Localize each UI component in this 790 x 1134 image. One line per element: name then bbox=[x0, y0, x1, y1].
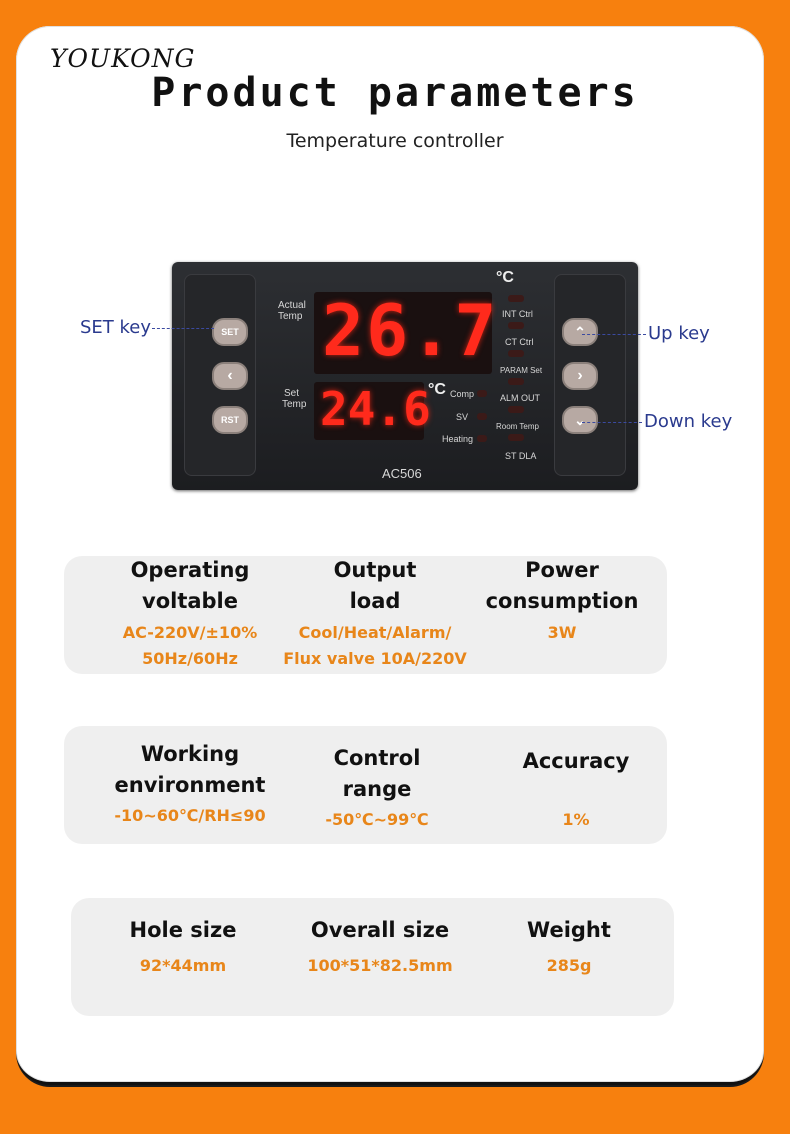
spec-cell-hole-size bbox=[103, 915, 263, 979]
unit-top: °C bbox=[496, 269, 514, 286]
led-heating bbox=[477, 435, 487, 442]
spec-head-line: Overall size bbox=[310, 918, 450, 942]
model-label: AC506 bbox=[382, 466, 422, 481]
brand-logo: YOUKONG bbox=[50, 44, 196, 73]
spec-value-line: 1% bbox=[562, 810, 590, 829]
spec-cell-overall-size bbox=[275, 915, 485, 979]
spec-value-line: 285g bbox=[546, 956, 592, 975]
set-temp-label-line1: Set bbox=[284, 388, 300, 399]
sv-display bbox=[314, 382, 431, 440]
spec-head-line: range bbox=[342, 777, 412, 801]
spec-cell-weight bbox=[489, 915, 649, 979]
down-key-leader-line bbox=[582, 422, 642, 423]
led-int-ctrl bbox=[508, 295, 524, 302]
spec-head-line: Accuracy bbox=[522, 749, 630, 773]
spec-cell-operating-voltage bbox=[110, 555, 270, 672]
spec-cell-accuracy bbox=[496, 746, 656, 833]
spec-cell-output-load bbox=[280, 555, 470, 672]
left-key[interactable]: ‹ bbox=[212, 362, 248, 390]
spec-value-line: 100*51*82.5mm bbox=[307, 956, 453, 975]
indicator-room-temp: Room Temp bbox=[496, 422, 539, 431]
spec-cell-power-consumption bbox=[480, 555, 644, 646]
actual-temp-label-line2: Temp bbox=[278, 311, 303, 322]
led-param-set bbox=[508, 350, 524, 357]
indicator-sv: SV bbox=[456, 412, 469, 422]
set-key-leader-line bbox=[152, 328, 214, 329]
spec-head-line: Power bbox=[525, 558, 599, 582]
down-key-callout: Down key bbox=[644, 411, 733, 432]
page-subtitle: Temperature controller bbox=[286, 130, 504, 152]
spec-head-line: Operating bbox=[130, 558, 250, 582]
spec-panel-dimensions bbox=[71, 898, 674, 1016]
spec-panel-environment bbox=[64, 726, 667, 844]
indicator-comp: Comp bbox=[450, 389, 475, 399]
indicator-st-dla: ST DLA bbox=[505, 451, 537, 461]
indicator-alm-out: ALM OUT bbox=[500, 393, 541, 403]
spec-value-line: Flux valve 10A/220V bbox=[283, 649, 467, 668]
spec-value-line: -10~60℃/RH≤90 bbox=[114, 806, 266, 825]
spec-head-line: Weight bbox=[527, 918, 611, 942]
led-alm-out bbox=[508, 378, 524, 385]
spec-value-line: Cool/Heat/Alarm/ bbox=[298, 623, 452, 642]
sv-value: 24.6 bbox=[320, 382, 431, 436]
led-ct-ctrl bbox=[508, 322, 524, 329]
spec-panel-electrical bbox=[64, 556, 667, 674]
set-key[interactable]: SET bbox=[212, 318, 248, 346]
down-key[interactable]: ⌄ bbox=[562, 406, 598, 434]
indicator-heating: Heating bbox=[442, 434, 474, 444]
pv-display bbox=[314, 290, 499, 374]
spec-head-line: load bbox=[349, 589, 401, 613]
spec-value-line: 3W bbox=[547, 623, 577, 642]
indicator-int-ctrl: INT Ctrl bbox=[502, 309, 533, 319]
spec-head-line: environment bbox=[114, 773, 266, 797]
spec-value-line: 50Hz/60Hz bbox=[142, 649, 238, 668]
temperature-controller-device bbox=[172, 262, 638, 490]
pv-value: 26.7 bbox=[322, 290, 499, 372]
spec-value-line: -50℃~99℃ bbox=[325, 810, 429, 829]
set-key-callout: SET key bbox=[80, 317, 152, 338]
spec-head-line: voltable bbox=[142, 589, 238, 613]
led-sv bbox=[477, 413, 487, 420]
spec-head-line: Output bbox=[333, 558, 417, 582]
spec-value-line: 92*44mm bbox=[139, 956, 227, 975]
indicator-param-set: PARAM Set bbox=[500, 366, 543, 375]
set-temp-label-line2: Temp bbox=[282, 399, 307, 410]
actual-temp-label-line1: Actual bbox=[278, 300, 306, 311]
unit-mid: °C bbox=[428, 381, 446, 398]
spec-head-line: Control bbox=[333, 746, 421, 770]
right-key[interactable]: › bbox=[562, 362, 598, 390]
rst-key[interactable]: RST bbox=[212, 406, 248, 434]
up-key-callout: Up key bbox=[648, 323, 710, 344]
spec-cell-control-range bbox=[292, 743, 462, 833]
led-comp bbox=[477, 390, 487, 397]
page-title: Product parameters bbox=[151, 70, 639, 116]
spec-value-line: AC-220V/±10% bbox=[122, 623, 258, 642]
led-room-temp bbox=[508, 406, 524, 413]
spec-cell-working-environment bbox=[110, 739, 270, 829]
up-key[interactable]: ⌃ bbox=[562, 318, 598, 346]
spec-head-line: Working bbox=[140, 742, 240, 766]
spec-head-line: consumption bbox=[485, 589, 639, 613]
spec-head-line: Hole size bbox=[129, 918, 237, 942]
led-st-dla bbox=[508, 434, 524, 441]
indicator-ct-ctrl: CT Ctrl bbox=[505, 337, 534, 347]
up-key-leader-line bbox=[582, 334, 646, 335]
